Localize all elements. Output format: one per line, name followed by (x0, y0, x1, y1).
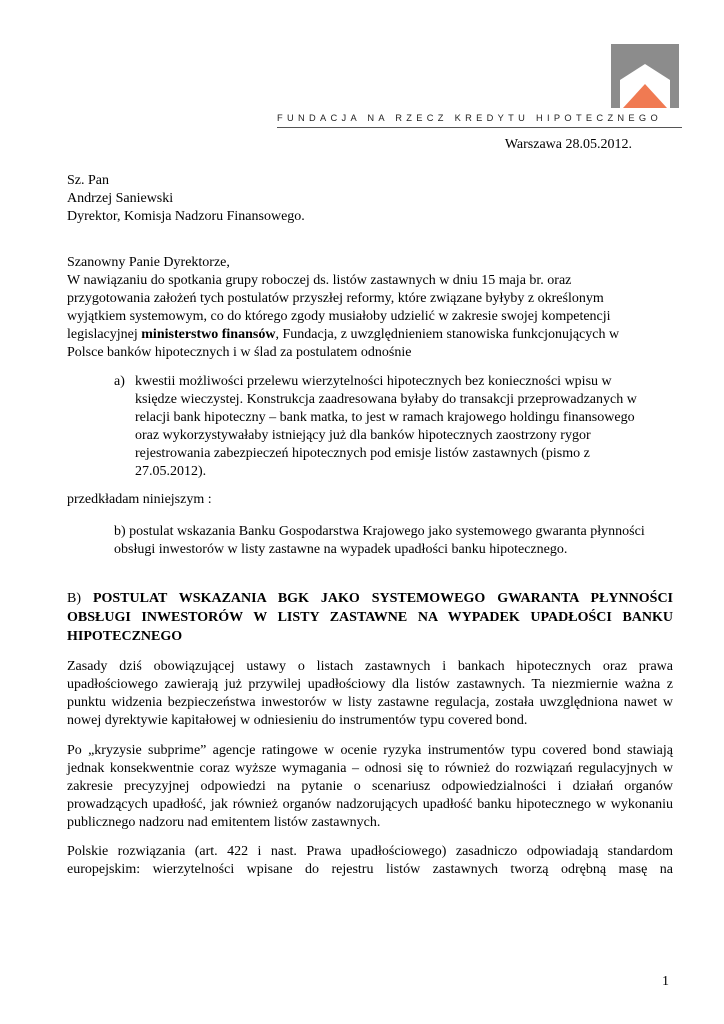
recipient-block (67, 172, 305, 226)
section-prefix: B) (67, 591, 81, 606)
page-number: 1 (662, 974, 669, 989)
intro-paragraph (67, 272, 647, 362)
body-paragraph: Po „kryzysie subprime” agencje ratingowe w ocenie ryzyka instrumentów typu covered bond stawiają jednak konsekwentnie coraz wyższe wymagania – odnosi się to również do rozwiązań regulacyjnych w zakresie precyzyjnej odpowiedzi na pytanie o scenariusz odpowiedzialności i działań organów prowadzących upadłość, jak również organów nadzorujących upadłość banku hipotecznego w wykonaniu publicznego nadzoru nad emitentem listów zastawnych. (67, 743, 673, 830)
intro-bold-text: ministerstwo finansów (141, 327, 276, 342)
intro-text: , Fundacja, z uwzględnieniem stanowiska funkcjonujących w Polsce banków hipotecznych i w ślad za postulatem odnośnie (67, 327, 620, 360)
recipient-line: Dyrektor, Komisja Nadzoru Finansowego. (67, 209, 305, 224)
list-item-b: b) postulat wskazania Banku Gospodarstwa Krajowego jako systemowego gwaranta płynności obsługi inwestorów w listy zastawne na wypadek upadłości banku hipotecznego. (114, 524, 645, 557)
section-heading (67, 589, 673, 646)
body-paragraph: Polskie rozwiązania (art. 422 i nast. Prawa upadłościowego) zasadniczo odpowiadają standardom europejskim: wierzytelności wpisane do rejestru listów zastawnych tworzą odrębną masę na (67, 844, 673, 877)
body-paragraph: Zasady dziś obowiązującej ustawy o listach zastawnych i bankach hipotecznych oraz prawa upadłościowego zawierają już przywilej upadłościowy dla listów zastawnych. Ta niezmiernie ważna z punktu widzenia bezpieczeństwa inwestorów w listy zastawne regulacja, została uwzględniona nawet w nowej dyrektywie kapitałowej w odniesieniu do instrumentów typu covered bond. (67, 659, 673, 728)
greeting: Szanowny Panie Dyrektorze, (67, 255, 230, 270)
recipient-line: Andrzej Saniewski (67, 191, 174, 206)
organization-name: FUNDACJA NA RZECZ KREDYTU HIPOTECZNEGO (277, 113, 662, 123)
list-item-text: kwestii możliwości przelewu wierzytelności hipotecznych bez konieczności wpisu w księdze wieczystej. Konstrukcja zaadresowana byłaby do transakcji przeprowadzanych w relacji bank hipoteczny – bank matka, to jest w ramach krajowego holdingu finansowego oraz wykorzystywałaby istniejący już dla banków hipotecznych zaostrzony rygor rejestrowania zabezpieczeń hipotecznych pod emisje listów zastawnych (pismo z 27.05.2012). (135, 374, 637, 479)
header-divider (277, 127, 682, 128)
presents-line: przedkładam niniejszym : (67, 492, 212, 507)
letter-date: Warszawa 28.05.2012. (504, 137, 632, 152)
recipient-line: Sz. Pan (67, 173, 109, 188)
section-title: POSTULAT WSKAZANIA BGK JAKO SYSTEMOWEGO GWARANTA PŁYNNOŚCI OBSŁUGI INWESTORÓW W LISTY ZASTAWNE NA WYPADEK UPADŁOŚCI BANKU HIPOTECZNEGO (67, 591, 674, 644)
list-item-a (114, 373, 654, 481)
list-marker: a) (114, 374, 125, 389)
foundation-logo (611, 44, 679, 108)
intro-text: W nawiązaniu do spotkania grupy roboczej ds. listów zastawnych w dniu 15 maja br. oraz przygotowania założeń tych postulatów przyszłej reformy, które związane byłyby z określonym wyjątkiem systemowym, co do którego zgody musiałoby udzielić w zakresie swojej kompetencji legislacyjnej (67, 273, 611, 342)
